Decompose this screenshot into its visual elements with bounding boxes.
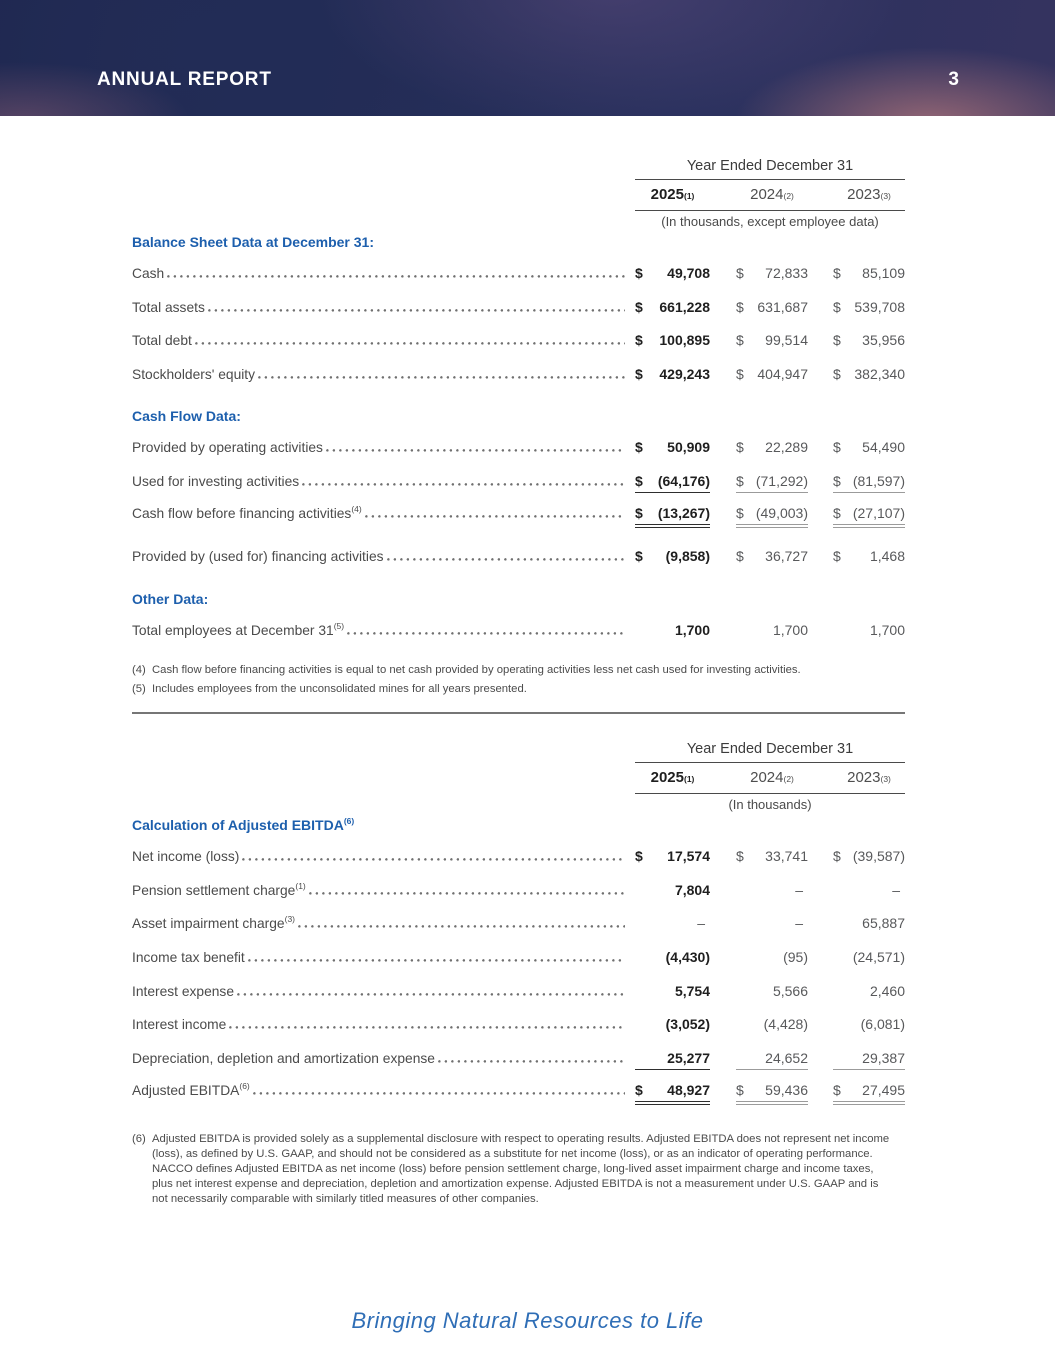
row-label [132,435,323,456]
value-2024 [736,949,808,965]
row-label [132,362,255,383]
year-column [635,186,710,205]
row-label-text: Cash [132,266,165,281]
amount: 99,514 [765,332,808,349]
year-column [736,769,808,788]
row-label [132,945,245,966]
table-row [132,544,905,565]
table-row [132,469,905,493]
amount: 1,700 [772,621,808,638]
value-2023 [833,548,905,564]
period-header: Year Ended December 31 [635,741,905,763]
amount: (13,267) [657,504,710,521]
amount: 539,708 [854,298,905,315]
dot-leader [253,1083,625,1095]
row-label-text: Depreciation, depletion and amortization expense [132,1050,435,1066]
amount: 1,700 [869,621,905,638]
value-2025 [635,299,710,315]
table-head [635,741,905,812]
table-row [132,1012,905,1033]
amount: 65,887 [862,915,905,932]
units-note: (In thousands, except employee data) [661,214,879,229]
currency-symbol: $ [833,548,841,565]
footnotes [132,663,905,697]
row-label-text: Interest income [132,1017,227,1033]
dot-leader [326,440,625,452]
value-2025 [635,882,710,898]
amount: 49,708 [667,265,710,281]
amount: 22,289 [765,439,808,456]
value-2024 [736,548,808,564]
adjusted-ebitda-table [132,741,905,1207]
currency-symbol: $ [736,365,744,382]
value-2023 [833,332,905,348]
amount: – [892,881,900,898]
year-label: 2023 [847,768,881,786]
row-label-text: Total employees at December 31 [132,622,334,638]
amount: 2,460 [869,982,905,999]
year-columns [635,186,905,211]
amount: 36,727 [765,548,808,565]
section-divider [132,712,905,714]
value-2023 [833,1016,905,1032]
row-label [132,878,306,899]
amount: – [795,881,803,898]
currency-symbol: $ [736,548,744,565]
footnote-marker: (5) [132,683,146,696]
row-label [132,295,205,316]
footnote-text: Includes employees from the unconsolidated mines for all years presented. [152,683,527,696]
value-2024 [736,1050,808,1070]
amount: 72,833 [765,265,808,281]
amount: (9,858) [665,548,710,565]
page-content [132,116,905,1211]
value-2024 [736,505,808,525]
value-2023 [833,622,905,638]
footnote [132,682,905,697]
value-2025 [635,366,710,382]
currency-symbol: $ [635,265,643,281]
row-label-text: Cash flow before financing activities [132,505,352,521]
currency-symbol: $ [736,848,744,865]
year-column [635,769,710,788]
value-2024 [736,473,808,493]
row-label-text: Asset impairment charge [132,916,285,932]
footnotes [132,1132,894,1207]
section-heading-text: Other Data: [132,590,209,607]
value-2024 [736,265,808,281]
table-row [132,911,905,932]
amount: – [795,915,803,932]
table-body [132,813,905,1102]
value-2025 [635,332,710,348]
value-2023 [833,265,905,281]
currency-symbol: $ [833,298,841,315]
currency-symbol: $ [736,1081,744,1098]
period-header: Year Ended December 31 [635,158,905,180]
footnote-text: Cash flow before financing activities is equal to net cash provided by operating activities less net cash used for investing activities. [152,664,801,677]
value-2023 [833,505,905,525]
amount: 631,687 [757,298,808,315]
dot-leader [387,549,625,561]
currency-symbol: $ [833,1081,841,1098]
value-2023 [833,848,905,864]
row-label [132,618,344,639]
footnote-marker: (4) [132,664,146,677]
table-row [132,618,905,639]
amount: (24,571) [852,949,905,966]
amount: (6,081) [860,1016,905,1033]
amount: 50,909 [667,439,710,456]
value-2023 [833,439,905,455]
value-2023 [833,949,905,965]
value-2025 [635,1050,710,1070]
amount: 17,574 [667,848,710,865]
row-label [132,1078,250,1099]
amount: 5,566 [772,982,808,999]
value-2024 [736,915,808,931]
row-label-text: Total debt [132,333,192,349]
dot-leader [237,984,625,996]
row-label [132,469,299,490]
table-row [132,878,905,899]
value-2023 [833,366,905,382]
value-2024 [736,848,808,864]
table-row [132,1078,905,1102]
footnote [132,663,905,678]
currency-symbol: $ [833,504,841,521]
currency-symbol: $ [736,472,744,489]
row-label-sup: (5) [333,620,345,631]
row-label-text: Stockholders' equity [132,366,256,382]
row-label-text: Total assets [132,299,205,315]
row-label [132,328,192,349]
row-label-sup: (6) [239,1080,250,1091]
table-row [132,295,905,316]
year-label: 2024 [750,185,784,203]
table-row [132,844,905,865]
table-head [635,158,905,229]
amount: 661,228 [659,298,710,315]
section-heading [132,587,905,607]
row-label [132,261,164,282]
amount: 5,754 [674,982,710,999]
year-label: 2025 [650,768,684,786]
amount: 85,109 [862,265,905,281]
dot-leader [347,623,625,635]
table-row [132,501,905,525]
year-column [833,769,905,788]
amount: 25,277 [667,1049,710,1066]
table-row [132,945,905,966]
report-title: ANNUAL REPORT [97,69,272,90]
value-2024 [736,1082,808,1102]
amount: (4,430) [665,949,710,966]
row-label-sup: (4) [351,503,362,514]
value-2023 [833,473,905,493]
amount: (81,597) [852,472,905,489]
section-heading-text: Calculation of Adjusted EBITDA [132,817,344,834]
currency-symbol: $ [736,298,744,315]
value-2025 [635,548,710,564]
banner [0,0,1055,116]
year-sup: (3) [880,773,891,784]
amount: 59,436 [765,1081,808,1098]
table-row [132,261,905,282]
value-2025 [635,473,710,493]
value-2024 [736,1016,808,1032]
amount: (49,003) [755,504,808,521]
dot-leader [167,266,625,278]
footnote [132,1132,894,1207]
amount: (95) [783,949,808,966]
value-2025 [635,1016,710,1032]
dot-leader [258,367,625,379]
table-row [132,328,905,349]
currency-symbol: $ [635,504,643,521]
currency-symbol: $ [736,504,744,521]
selected-financial-data-table [132,158,905,697]
currency-symbol: $ [635,439,643,456]
year-sup: (2) [783,190,794,201]
amount: 1,468 [869,548,905,565]
amount: (64,176) [657,472,710,489]
row-label-text: Adjusted EBITDA [132,1082,240,1098]
value-2024 [736,622,808,638]
value-2024 [736,439,808,455]
currency-symbol: $ [833,265,841,281]
dot-leader [365,506,625,518]
amount: 24,652 [765,1049,808,1066]
year-sup: (1) [683,773,695,784]
value-2025 [635,622,710,638]
currency-symbol: $ [635,848,643,865]
amount: 54,490 [862,439,905,456]
row-label [132,1012,226,1033]
amount: 382,340 [854,365,905,382]
year-columns [635,769,905,794]
currency-symbol: $ [635,298,643,315]
amount: (4,428) [763,1016,808,1033]
year-sup: (2) [783,773,794,784]
row-label-text: Provided by operating activities [132,440,323,456]
footnote-marker: (6) [132,1132,146,1145]
amount: 7,804 [674,881,710,898]
value-2024 [736,299,808,315]
page-number: 3 [948,69,959,90]
dot-leader [309,883,625,895]
units-note: (In thousands) [728,797,812,813]
value-2023 [833,299,905,315]
section-heading [132,813,905,833]
row-label [132,911,295,932]
currency-symbol: $ [635,332,643,349]
amount: 1,700 [674,621,710,638]
currency-symbol: $ [736,265,744,281]
value-2025 [635,915,710,931]
value-2024 [736,332,808,348]
value-2023 [833,983,905,999]
value-2025 [635,505,710,525]
dot-leader [438,1051,625,1063]
tagline: Bringing Natural Resources to Life [351,1308,704,1333]
value-2025 [635,848,710,864]
year-label: 2023 [847,185,881,203]
currency-symbol: $ [736,439,744,456]
currency-symbol: $ [736,332,744,349]
currency-symbol: $ [833,848,841,865]
year-sup: (1) [683,190,695,201]
value-2025 [635,439,710,455]
amount: (71,292) [755,472,808,489]
value-2025 [635,1082,710,1102]
row-label-sup: (3) [284,914,295,925]
row-label [132,844,239,865]
year-label: 2024 [750,768,784,786]
table-row [132,435,905,456]
footnote-text: Adjusted EBITDA is provided solely as a supplemental disclosure with respect to operating results. Adjusted EBITDA does not represent net income (loss), as defined by U.S. GAAP, and should not be considered as a substitute for net income (loss), or as an indicator of operating performance. NACCO defines Adjusted EBITDA as net income (loss) before pension settlement charge, long-lived asset impairment charge and income taxes, plus net interest expense and depreciation, depletion and amortization expense. Adjusted EBITDA is not a measurement under U.S. GAAP and is not necessarily comparable with similarly titled measures of other companies. [152,1132,890,1205]
row-label [132,1046,435,1067]
amount: 35,956 [862,332,905,349]
amount: (39,587) [852,848,905,865]
value-2024 [736,983,808,999]
table-body [132,230,905,639]
currency-symbol: $ [635,365,643,382]
amount: – [697,915,705,932]
row-label [132,501,362,522]
section-heading-text: Cash Flow Data: [132,408,241,425]
dot-leader [195,333,625,345]
amount: 48,927 [667,1081,710,1098]
amount: 33,741 [765,848,808,865]
year-column [833,186,905,205]
row-label [132,979,234,1000]
currency-symbol: $ [635,1081,643,1098]
row-label-text: Income tax benefit [132,950,245,966]
value-2023 [833,882,905,898]
value-2024 [736,882,808,898]
value-2025 [635,949,710,965]
amount: 27,495 [862,1081,905,1098]
row-label-text: Interest expense [132,983,235,999]
section-heading [132,404,905,424]
row-label-sup: (1) [295,880,306,891]
currency-symbol: $ [635,472,643,489]
year-label: 2025 [650,185,684,203]
year-sup: (3) [880,190,891,201]
dot-leader [298,916,625,928]
value-2024 [736,366,808,382]
table-row [132,362,905,383]
currency-symbol: $ [833,472,841,489]
amount: 100,895 [659,332,710,349]
year-column [736,186,808,205]
row-label-text: Net income (loss) [132,849,240,865]
row-label-text: Pension settlement charge [132,882,296,898]
table-row [132,1046,905,1070]
value-2023 [833,1050,905,1070]
section-heading-sup: (6) [343,816,355,827]
value-2023 [833,915,905,931]
currency-symbol: $ [833,365,841,382]
dot-leader [208,300,625,312]
table-row [132,979,905,1000]
amount: 404,947 [757,365,808,382]
section-heading [132,230,905,250]
row-label-text: Provided by (used for) financing activities [132,549,384,565]
amount: 29,387 [862,1049,905,1066]
dot-leader [229,1017,625,1029]
currency-symbol: $ [833,332,841,349]
amount: 429,243 [659,365,710,382]
value-2025 [635,265,710,281]
row-label [132,544,384,565]
value-2023 [833,1082,905,1102]
dot-leader [242,849,625,861]
row-label-text: Used for investing activities [132,473,300,489]
dot-leader [248,950,625,962]
amount: (3,052) [665,1016,710,1033]
currency-symbol: $ [635,548,643,565]
amount: (27,107) [852,504,905,521]
section-heading-text: Balance Sheet Data at December 31: [132,234,374,250]
dot-leader [302,474,625,486]
currency-symbol: $ [833,439,841,456]
value-2025 [635,983,710,999]
